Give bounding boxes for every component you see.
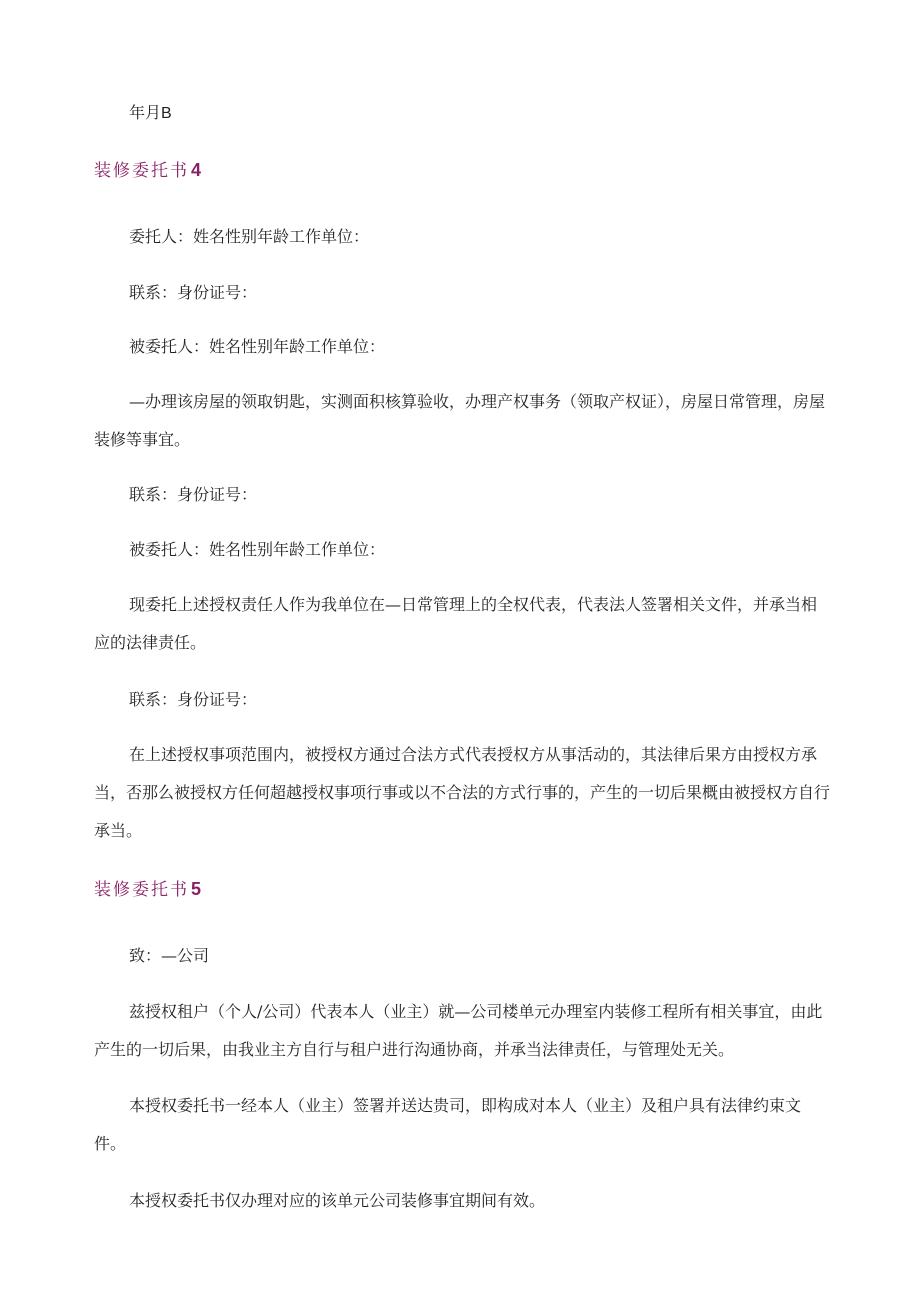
section-heading-4-text: 装修委托书 xyxy=(94,161,189,181)
section-heading-4-number: 4 xyxy=(191,160,202,180)
section4-paragraph-3: 被委托人：姓名性别年龄工作单位： xyxy=(129,337,386,356)
section4-paragraph-6: 被委托人：姓名性别年龄工作单位： xyxy=(129,540,386,559)
section5-paragraph-3: 本授权委托书一经本人（业主）签署并送达贵司，即构成对本人（业主）及租户具有法律约束文件。 xyxy=(94,1096,802,1153)
section-heading-4 xyxy=(94,159,201,182)
section-heading-5 xyxy=(94,878,201,901)
section4-paragraph-1: 委托人：姓名性别年龄工作单位： xyxy=(129,227,370,246)
section5-paragraph-4: 本授权委托书仅办理对应的该单元公司装修事宜期间有效。 xyxy=(129,1191,546,1210)
section5-paragraph-2: 兹授权租户（个人/公司）代表本人（业主）就—公司楼单元办理室内装修工程所有相关事宜，由此产生的一切后果，由我业主方自行与租户进行沟通协商，并承当法律责任，与管理处无关。 xyxy=(94,1002,823,1059)
section4-paragraph-8: 联系：身份证号： xyxy=(129,690,258,709)
section4-paragraph-2: 联系：身份证号： xyxy=(129,283,258,302)
date-line xyxy=(129,103,172,124)
section-heading-5-number: 5 xyxy=(191,879,202,899)
section4-paragraph-9: 在上述授权事项范围内，被授权方通过合法方式代表授权方从事活动的，其法律后果方由授权方承当，否那么被授权方任何超越授权事项行事或以不合法的方式行事的，产生的一切后果概由被授权方自行承当。 xyxy=(94,745,831,840)
section-heading-5-text: 装修委托书 xyxy=(94,880,189,900)
section4-paragraph-5: 联系：身份证号： xyxy=(129,485,258,504)
date-text: 年月 xyxy=(129,103,162,122)
section5-paragraph-1: 致：—公司 xyxy=(129,946,210,965)
section4-paragraph-7: 现委托上述授权责任人作为我单位在—日常管理上的全权代表，代表法人签署相关文件，并承当相应的法律责任。 xyxy=(94,595,818,652)
date-suffix: B xyxy=(161,105,172,122)
section4-paragraph-4: —办理该房屋的领取钥匙，实测面积核算验收，办理产权事务（领取产权证），房屋日常管理，房屋装修等事宜。 xyxy=(94,392,826,449)
